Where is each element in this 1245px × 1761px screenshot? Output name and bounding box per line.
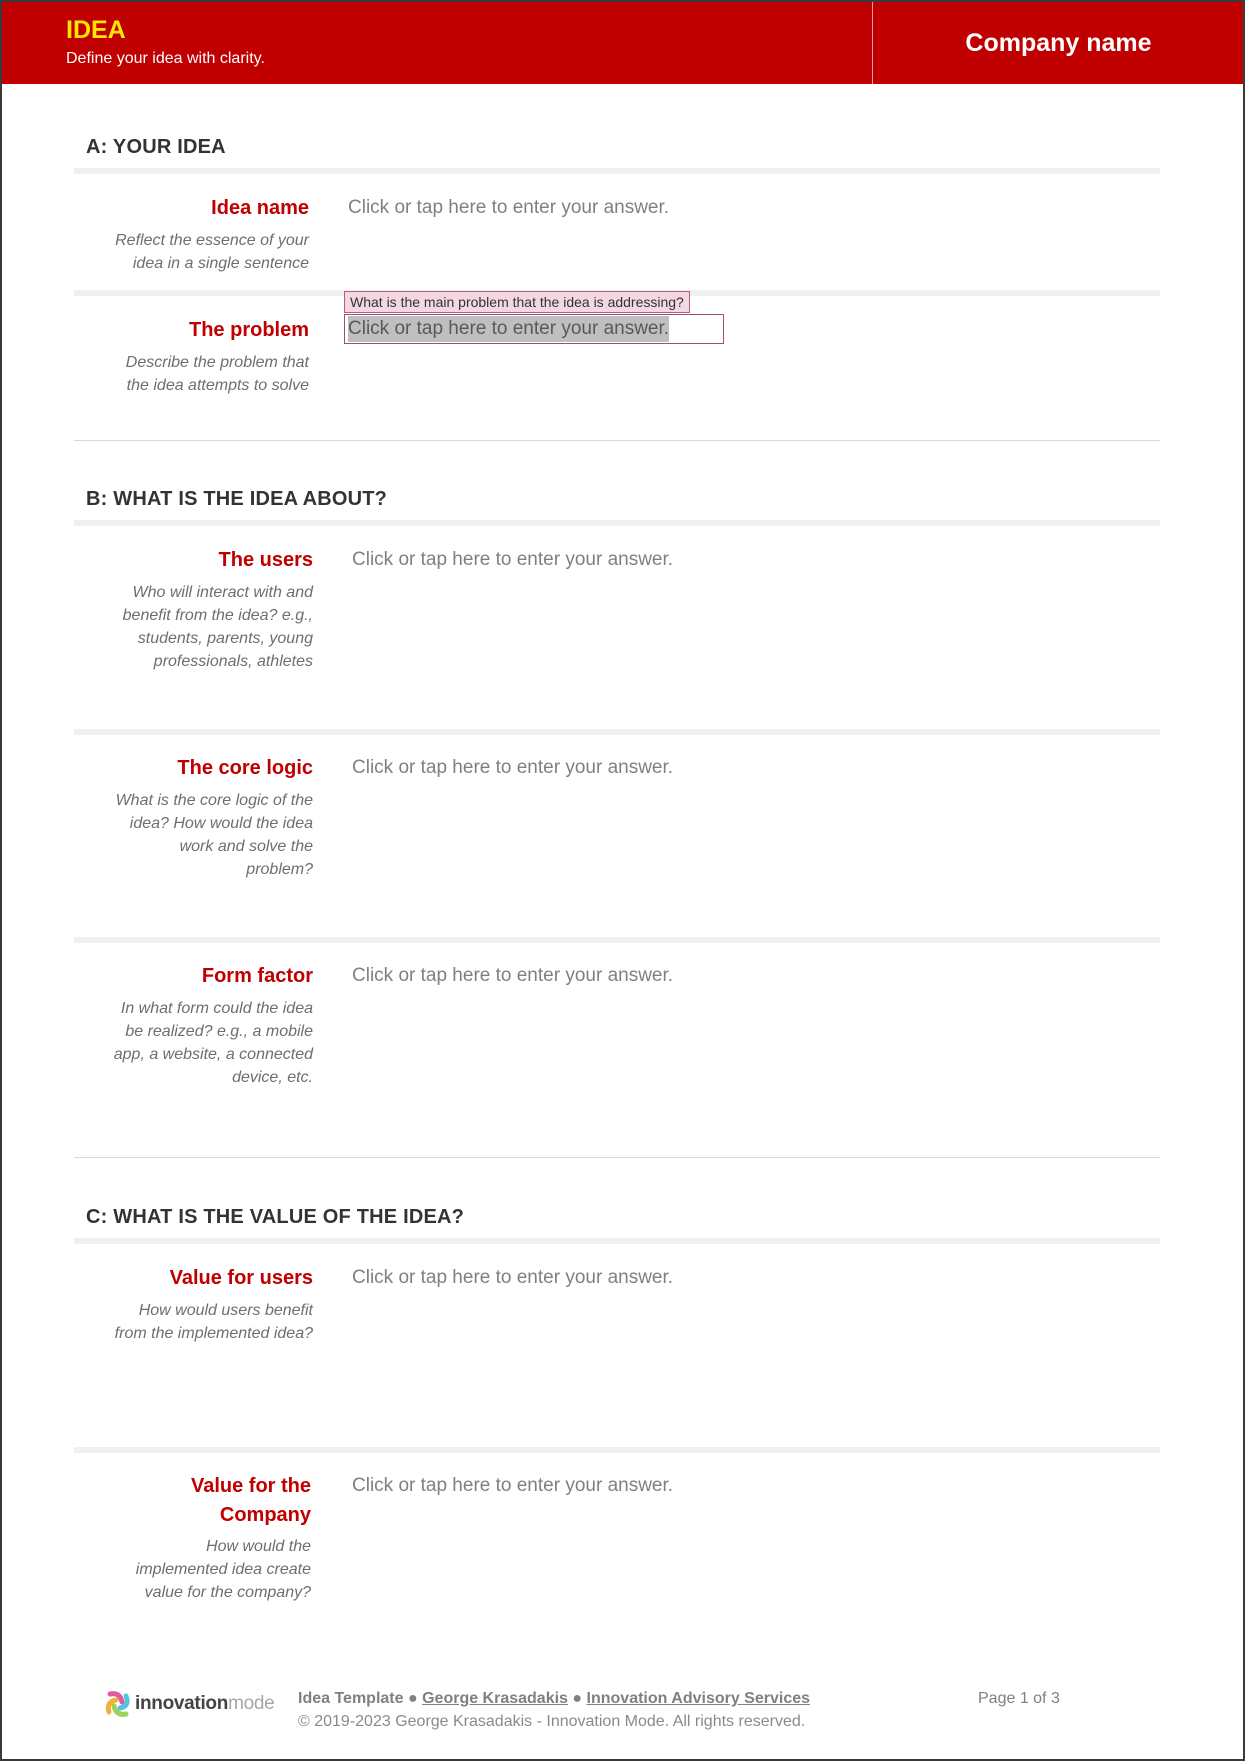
field-desc-idea-name: Reflect the essence of your idea in a single sentence [115, 232, 309, 272]
section-b-bar [74, 520, 1160, 526]
innovation-mode-logo-icon [104, 1690, 132, 1718]
field-label-form-factor: Form factor [201, 965, 313, 987]
header-divider [872, 2, 873, 84]
field-label-the-users: The users [218, 549, 313, 571]
footer-bullet: ● [407, 1690, 418, 1707]
footer-credits [298, 1690, 810, 1708]
section-a-bar [74, 168, 1160, 174]
field-label-value-for-company: Value for the Company [190, 1475, 311, 1526]
footer-copyright: © 2019-2023 George Krasadakis - Innovation Mode. All rights reserved. [298, 1713, 806, 1730]
content-control-tag: What is the main problem that the idea is addressing? [344, 291, 690, 313]
company-name[interactable]: Company name [965, 29, 1152, 57]
section-divider [74, 440, 1160, 441]
header-subtitle: Define your idea with clarity. [66, 50, 265, 67]
field-desc-value-for-users: How would users benefit from the implemented idea? [114, 1302, 313, 1342]
footer-author-link[interactable]: George Krasadakis [422, 1690, 568, 1707]
field-desc-the-problem: Describe the problem that the idea attempts to solve [125, 354, 309, 394]
header-band [2, 2, 1243, 84]
field-label-the-core-logic: The core logic [177, 757, 313, 779]
answer-the-problem[interactable] [344, 314, 724, 344]
field-desc-value-for-company: How would the implemented idea create value for the company? [135, 1538, 311, 1601]
footer-service-link[interactable]: Innovation Advisory Services [586, 1690, 811, 1707]
answer-form-factor[interactable]: Click or tap here to enter your answer. [352, 965, 674, 986]
page-number: Page 1 of 3 [978, 1690, 1060, 1707]
header-title: IDEA [66, 16, 126, 44]
answer-the-users[interactable]: Click or tap here to enter your answer. [352, 549, 674, 570]
section-b-title: B: WHAT IS THE IDEA ABOUT? [86, 488, 388, 510]
footer-template-name: Idea Template [298, 1690, 404, 1707]
field-desc-the-users: Who will interact with and benefit from the idea? e.g., students, parents, young professionals, athletes [122, 584, 313, 670]
field-label-the-problem: The problem [188, 319, 309, 341]
field-desc-the-core-logic: What is the core logic of the idea? How would the idea work and solve the problem? [115, 792, 313, 878]
section-c-bar [74, 1238, 1160, 1244]
answer-idea-name[interactable]: Click or tap here to enter your answer. [348, 197, 670, 218]
section-divider [74, 1157, 1160, 1158]
field-label-idea-name: Idea name [211, 197, 309, 219]
section-a-title: A: YOUR IDEA [86, 136, 226, 158]
footer-bullet: ● [572, 1690, 583, 1707]
field-separator-bar [74, 937, 1160, 943]
field-desc-form-factor: In what form could the idea be realized? e.g., a mobile app, a website, a connected device, etc. [113, 1000, 313, 1086]
answer-the-core-logic[interactable]: Click or tap here to enter your answer. [352, 757, 674, 778]
answer-value-for-users[interactable]: Click or tap here to enter your answer. [352, 1267, 674, 1288]
field-label-value-for-users: Value for users [169, 1267, 313, 1289]
field-separator-bar [74, 729, 1160, 735]
field-separator-bar [74, 1447, 1160, 1453]
answer-value-for-company[interactable]: Click or tap here to enter your answer. [352, 1475, 674, 1496]
logo-text-light: mode [228, 1693, 275, 1714]
selected-placeholder-text[interactable]: Click or tap here to enter your answer. [348, 316, 669, 342]
logo-text-strong: innovation [135, 1693, 229, 1714]
section-c-title: C: WHAT IS THE VALUE OF THE IDEA? [86, 1206, 465, 1228]
